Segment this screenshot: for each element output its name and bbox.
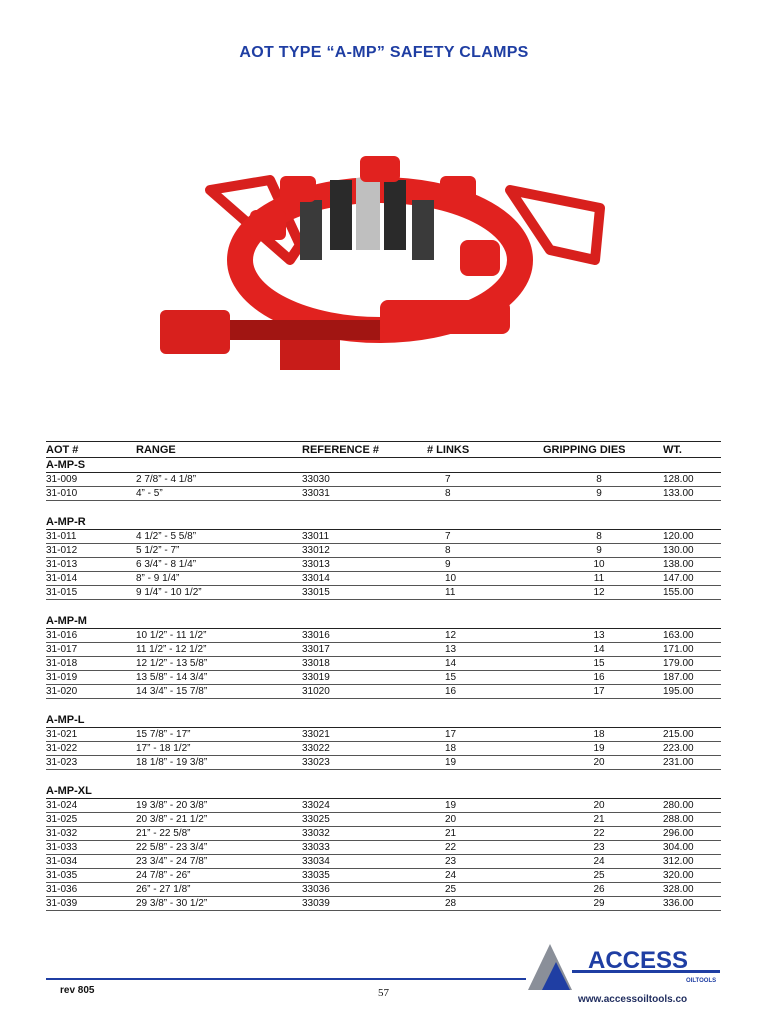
- table-cell: 187.00: [663, 671, 721, 685]
- table-cell: 33031: [278, 487, 427, 501]
- table-cell: 33033: [278, 841, 427, 855]
- table-cell: 6 3/4” - 8 1/4”: [136, 558, 278, 572]
- table-cell: 31-012: [46, 544, 136, 558]
- table-cell: 17: [535, 685, 663, 699]
- table-cell: 33019: [278, 671, 427, 685]
- table-row: [46, 558, 721, 572]
- header-aot: AOT #: [46, 442, 136, 458]
- table-cell: 14: [427, 657, 535, 671]
- table-cell: 15: [427, 671, 535, 685]
- table-cell: 33015: [278, 586, 427, 600]
- table-cell: 33017: [278, 643, 427, 657]
- page-title: AOT TYPE “A-MP” SAFETY CLAMPS: [239, 44, 529, 61]
- table-cell: 31-019: [46, 671, 136, 685]
- table-cell: 31020: [278, 685, 427, 699]
- table-cell: 31-033: [46, 841, 136, 855]
- table-cell: 31-020: [46, 685, 136, 699]
- table-cell: 19: [427, 799, 535, 813]
- table-cell: 31-035: [46, 869, 136, 883]
- header-links: # LINKS: [427, 442, 535, 458]
- table-cell: 21: [535, 813, 663, 827]
- table-cell: 5 1/2” - 7”: [136, 544, 278, 558]
- table-cell: 31-010: [46, 487, 136, 501]
- table-row: [46, 544, 721, 558]
- table-cell: 31-009: [46, 473, 136, 487]
- table-cell: 4” - 5”: [136, 487, 278, 501]
- table-cell: 11: [427, 586, 535, 600]
- table-cell: 31-024: [46, 799, 136, 813]
- table-cell: 15 7/8” - 17”: [136, 728, 278, 742]
- table-cell: 18: [427, 742, 535, 756]
- table-row: [46, 728, 721, 742]
- table-cell: 24 7/8” - 26”: [136, 869, 278, 883]
- table-cell: 280.00: [663, 799, 721, 813]
- group-header-row: [46, 515, 721, 530]
- table-cell: 33023: [278, 756, 427, 770]
- group-header-row: [46, 458, 721, 473]
- table-cell: 120.00: [663, 530, 721, 544]
- group-name: A-MP-XL: [46, 784, 721, 799]
- header-range: RANGE: [136, 442, 278, 458]
- table-cell: 31-032: [46, 827, 136, 841]
- table-cell: 223.00: [663, 742, 721, 756]
- table-cell: 33030: [278, 473, 427, 487]
- table-cell: 8: [427, 544, 535, 558]
- table-cell: 20: [427, 813, 535, 827]
- table-cell: 320.00: [663, 869, 721, 883]
- table-cell: 304.00: [663, 841, 721, 855]
- table-cell: 312.00: [663, 855, 721, 869]
- table-cell: 26” - 27 1/8”: [136, 883, 278, 897]
- table-cell: 8” - 9 1/4”: [136, 572, 278, 586]
- table-cell: 163.00: [663, 629, 721, 643]
- table-cell: 11 1/2” - 12 1/2”: [136, 643, 278, 657]
- table-cell: 19: [427, 756, 535, 770]
- group-header-row: [46, 614, 721, 629]
- table-cell: 2 7/8” - 4 1/8”: [136, 473, 278, 487]
- table-row: [46, 473, 721, 487]
- table-cell: 215.00: [663, 728, 721, 742]
- logo-text: ACCESS: [588, 947, 689, 974]
- table-cell: 31-036: [46, 883, 136, 897]
- group-name: A-MP-R: [46, 515, 721, 530]
- access-logo: [528, 942, 728, 992]
- table-cell: 31-014: [46, 572, 136, 586]
- header-wt: WT.: [663, 442, 721, 458]
- table-row: [46, 841, 721, 855]
- table-row: [46, 897, 721, 911]
- group-spacer: [46, 600, 721, 615]
- table-row: [46, 855, 721, 869]
- table-cell: 231.00: [663, 756, 721, 770]
- group-spacer: [46, 699, 721, 714]
- table-cell: 31-023: [46, 756, 136, 770]
- table-cell: 21” - 22 5/8”: [136, 827, 278, 841]
- table-cell: 14 3/4” - 15 7/8”: [136, 685, 278, 699]
- table-cell: 195.00: [663, 685, 721, 699]
- table-cell: 14: [535, 643, 663, 657]
- table-cell: 336.00: [663, 897, 721, 911]
- table-cell: 8: [535, 473, 663, 487]
- table-cell: 31-016: [46, 629, 136, 643]
- table-cell: 328.00: [663, 883, 721, 897]
- group-name: A-MP-M: [46, 614, 721, 629]
- table-cell: 25: [535, 869, 663, 883]
- table-cell: 13: [427, 643, 535, 657]
- table-cell: 12: [535, 586, 663, 600]
- group-header-row: [46, 713, 721, 728]
- table-cell: 22: [427, 841, 535, 855]
- table-cell: 16: [535, 671, 663, 685]
- table-cell: 7: [427, 530, 535, 544]
- table-cell: 33014: [278, 572, 427, 586]
- group-header-row: [46, 784, 721, 799]
- table-cell: 33012: [278, 544, 427, 558]
- table-cell: 26: [535, 883, 663, 897]
- table-row: [46, 586, 721, 600]
- table-cell: 28: [427, 897, 535, 911]
- table-cell: 10: [535, 558, 663, 572]
- table-cell: 20 3/8” - 21 1/2”: [136, 813, 278, 827]
- table-cell: 13 5/8” - 14 3/4”: [136, 671, 278, 685]
- header-reference: REFERENCE #: [278, 442, 427, 458]
- table-row: [46, 883, 721, 897]
- table-cell: 147.00: [663, 572, 721, 586]
- table-cell: 10: [427, 572, 535, 586]
- table-cell: 33024: [278, 799, 427, 813]
- table-cell: 33013: [278, 558, 427, 572]
- table-cell: 296.00: [663, 827, 721, 841]
- table-cell: 31-034: [46, 855, 136, 869]
- table-cell: 12: [427, 629, 535, 643]
- table-cell: 9: [427, 558, 535, 572]
- table-cell: 33011: [278, 530, 427, 544]
- table-cell: 33035: [278, 869, 427, 883]
- table-row: [46, 742, 721, 756]
- table-cell: 18: [535, 728, 663, 742]
- table-cell: 33022: [278, 742, 427, 756]
- table-cell: 8: [535, 530, 663, 544]
- website-url: www.accessoiltools.co: [578, 994, 688, 1005]
- group-name: A-MP-L: [46, 713, 721, 728]
- table-cell: 33021: [278, 728, 427, 742]
- table-cell: 128.00: [663, 473, 721, 487]
- table-cell: 23 3/4” - 24 7/8”: [136, 855, 278, 869]
- table-cell: 33039: [278, 897, 427, 911]
- table-cell: 17: [427, 728, 535, 742]
- table-cell: 155.00: [663, 586, 721, 600]
- table-row: [46, 799, 721, 813]
- table-cell: 25: [427, 883, 535, 897]
- table-cell: 21: [427, 827, 535, 841]
- table-cell: 31-025: [46, 813, 136, 827]
- table-cell: 18 1/8” - 19 3/8”: [136, 756, 278, 770]
- table-cell: 22 5/8” - 23 3/4”: [136, 841, 278, 855]
- table-cell: 4 1/2” - 5 5/8”: [136, 530, 278, 544]
- logo-subtext: OILTOOLS: [686, 978, 717, 984]
- table-cell: 20: [535, 799, 663, 813]
- table-cell: 179.00: [663, 657, 721, 671]
- table-cell: 8: [427, 487, 535, 501]
- table-cell: 31-039: [46, 897, 136, 911]
- table-cell: 31-021: [46, 728, 136, 742]
- table-cell: 33036: [278, 883, 427, 897]
- table-row: [46, 869, 721, 883]
- table-cell: 9 1/4” - 10 1/2”: [136, 586, 278, 600]
- table-row: [46, 813, 721, 827]
- table-cell: 133.00: [663, 487, 721, 501]
- table-cell: 33025: [278, 813, 427, 827]
- safety-clamp-photo: [150, 150, 620, 390]
- table-cell: 24: [535, 855, 663, 869]
- footer-rule: [46, 978, 526, 980]
- table-row: [46, 685, 721, 699]
- table-cell: 24: [427, 869, 535, 883]
- table-row: [46, 572, 721, 586]
- table-cell: 31-022: [46, 742, 136, 756]
- table-cell: 33016: [278, 629, 427, 643]
- table-cell: 138.00: [663, 558, 721, 572]
- group-spacer: [46, 770, 721, 785]
- table-cell: 130.00: [663, 544, 721, 558]
- table-cell: 19: [535, 742, 663, 756]
- table-row: [46, 827, 721, 841]
- table-cell: 9: [535, 544, 663, 558]
- table-cell: 31-018: [46, 657, 136, 671]
- table-cell: 23: [535, 841, 663, 855]
- table-cell: 33018: [278, 657, 427, 671]
- table-cell: 16: [427, 685, 535, 699]
- table-cell: 33032: [278, 827, 427, 841]
- table-cell: 31-015: [46, 586, 136, 600]
- table-cell: 29: [535, 897, 663, 911]
- table-row: [46, 487, 721, 501]
- table-cell: 13: [535, 629, 663, 643]
- spec-table: [46, 441, 721, 911]
- table-cell: 17” - 18 1/2”: [136, 742, 278, 756]
- table-cell: 19 3/8” - 20 3/8”: [136, 799, 278, 813]
- page-number: 57: [378, 987, 389, 999]
- table-cell: 22: [535, 827, 663, 841]
- table-cell: 15: [535, 657, 663, 671]
- table-row: [46, 657, 721, 671]
- table-header-row: [46, 442, 721, 458]
- group-name: A-MP-S: [46, 458, 721, 473]
- table-cell: 171.00: [663, 643, 721, 657]
- table-cell: 11: [535, 572, 663, 586]
- table-cell: 12 1/2” - 13 5/8”: [136, 657, 278, 671]
- table-row: [46, 530, 721, 544]
- table-cell: 20: [535, 756, 663, 770]
- table-cell: 9: [535, 487, 663, 501]
- table-cell: 31-011: [46, 530, 136, 544]
- table-cell: 33034: [278, 855, 427, 869]
- header-dies: GRIPPING DIES: [535, 442, 663, 458]
- revision-label: rev 805: [60, 985, 95, 996]
- table-row: [46, 756, 721, 770]
- group-spacer: [46, 501, 721, 516]
- table-cell: 10 1/2” - 11 1/2”: [136, 629, 278, 643]
- table-cell: 7: [427, 473, 535, 487]
- table-cell: 29 3/8” - 30 1/2”: [136, 897, 278, 911]
- table-cell: 288.00: [663, 813, 721, 827]
- table-cell: 31-013: [46, 558, 136, 572]
- table-row: [46, 643, 721, 657]
- table-cell: 23: [427, 855, 535, 869]
- table-row: [46, 671, 721, 685]
- table-row: [46, 629, 721, 643]
- table-cell: 31-017: [46, 643, 136, 657]
